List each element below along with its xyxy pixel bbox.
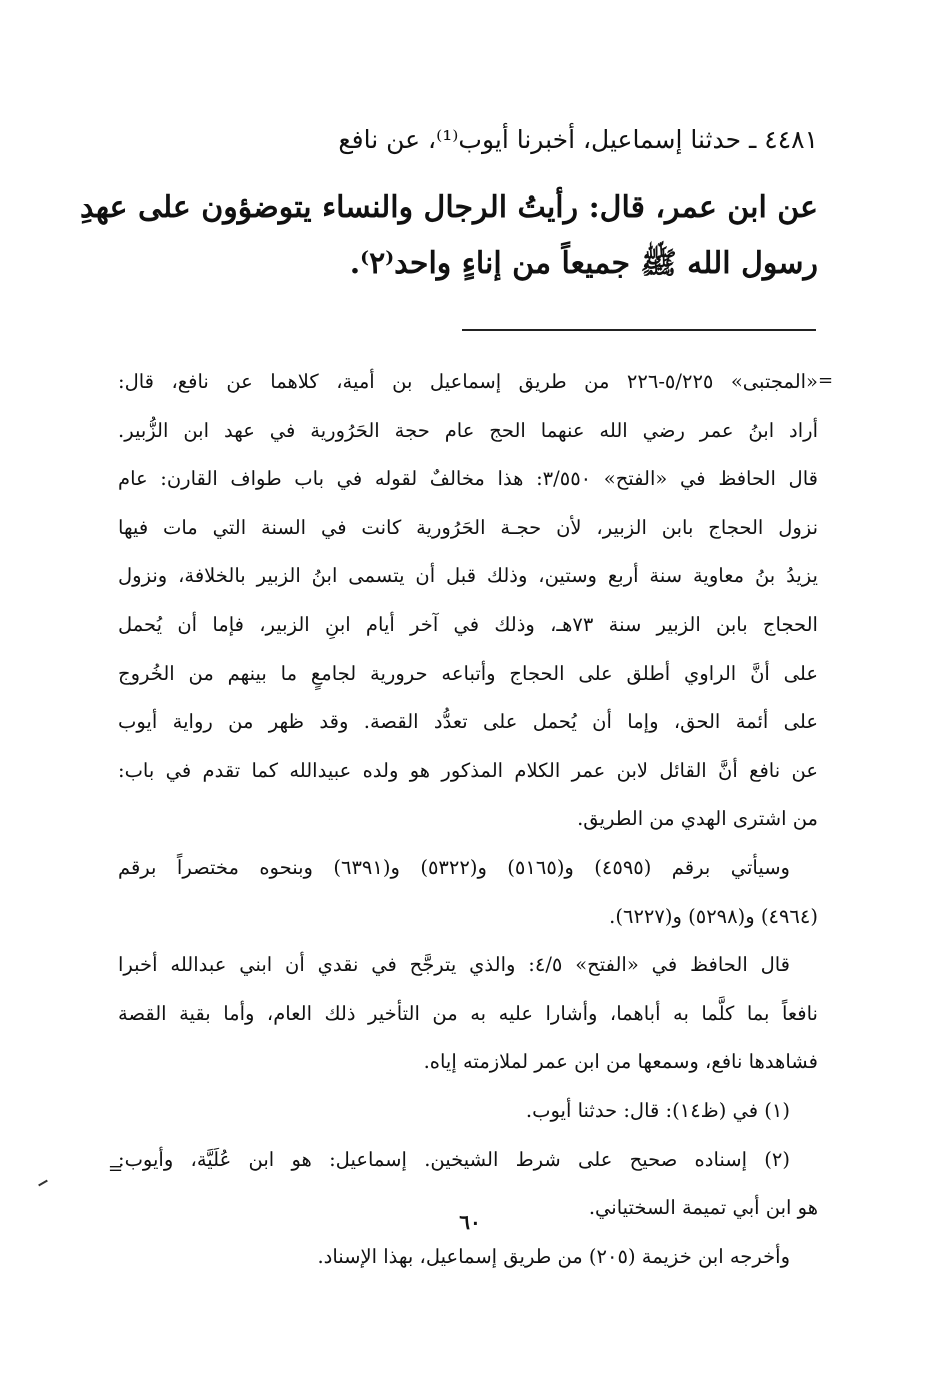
footnotes-block	[118, 358, 818, 1281]
continuation-marker-bottom: =	[108, 1158, 124, 1179]
page-number: ٦٠	[459, 1210, 481, 1234]
footnote-separator	[462, 329, 816, 331]
hadith-text-line: عن ابن عمر، قال: رأيتُ الرجال والنساء يتوضؤون على عهدِ	[80, 190, 818, 225]
footnote-line: «المجتبى» ٥/٢٢٥-٢٢٦ من طريق إسماعيل بن أمية، كلاهما عن نافع، قال:	[118, 370, 818, 393]
footnote-line: يزيدُ بنُ معاوية سنة أربع وستين، وذلك قبل أن يتسمى ابنُ الزبير بالخلافة، ونزول	[118, 564, 818, 588]
hadith-text-line: رسول الله ﷺ جميعاً من إناءٍ واحد⁽٢⁾.	[349, 246, 818, 281]
footnote-1: (١) في (ظ١٤): قال: حدثنا أيوب.	[525, 1098, 790, 1122]
footnote-line: أراد ابنُ عمر رضي الله عنهما الحج عام حجة الحَرُورية في عهد ابن الزُّبير.	[118, 418, 818, 442]
footnote-line: وسيأتي برقم (٤٥٩٥) و(٥١٦٥) و(٥٣٢٢) و(٦٣٩١) وبنحوه مختصراً برقم	[118, 855, 790, 879]
footnote-line: وأخرجه ابن خزيمة (٢٠٥) من طريق إسماعيل، بهذا الإسناد.	[317, 1244, 790, 1268]
footnote-line: قال الحافظ في «الفتح» ٣/٥٥٠: هذا مخالفٌ لقوله في باب طواف القارن: عام	[118, 467, 818, 491]
continuation-marker-top: =	[818, 370, 834, 391]
footnote-line: عن نافع أنَّ القائل لابن عمر الكلام المذكور هو ولده عبيدالله كما تقدم في باب:	[118, 758, 818, 782]
footnote-line: (٤٩٦٤) و(٥٢٩٨) و(٦٢٢٧).	[609, 904, 818, 928]
footnote-line: هو ابن أبي تميمة السختياني.	[588, 1196, 818, 1220]
footnote-line: نافعاً بما كلَّما به أباهما، وأشارا عليه به من التأخير ذلك العام، وأما بقية القصة	[118, 1001, 818, 1025]
scan-mark	[38, 1180, 48, 1187]
footnote-line: من اشترى الهدي من الطريق.	[577, 807, 818, 831]
footnote-line: فشاهدها نافع، وسمعها من ابن عمر لملازمته إياه.	[423, 1050, 818, 1074]
footnote-2: (٢) إسناده صحيح على شرط الشيخين. إسماعيل: هو ابن عُلَيَّة، وأيوب:	[118, 1147, 790, 1171]
footnote-line: قال الحافظ في «الفتح» ٤/٥: والذي يترجَّح في نقدي أن ابني عبدالله أخبرا	[118, 953, 790, 977]
footnote-line: على أئمة الحق، وإما أن يُحمل على تعدُّد القصة. وقد ظهر من رواية أيوب	[118, 710, 818, 734]
hadith-header-line: ٤٤٨١ ـ حدثنا إسماعيل، أخبرنا أيوب⁽¹⁾، عن نافع	[338, 125, 818, 154]
footnote-line: الحجاج بابن الزبير سنة ٧٣هـ، وذلك في آخر أيام ابنِ الزبير، فإما أن يُحمل	[118, 612, 818, 636]
footnote-line: على أنَّ الراوي أطلق على الحجاج وأتباعه حرورية لجامعٍ ما بينهم من الخُروج	[118, 661, 818, 685]
footnote-line: نزول الحجاج بابن الزبير، لأن حجـة الحَرُورية كانت في السنة التي مات فيها	[118, 515, 818, 539]
